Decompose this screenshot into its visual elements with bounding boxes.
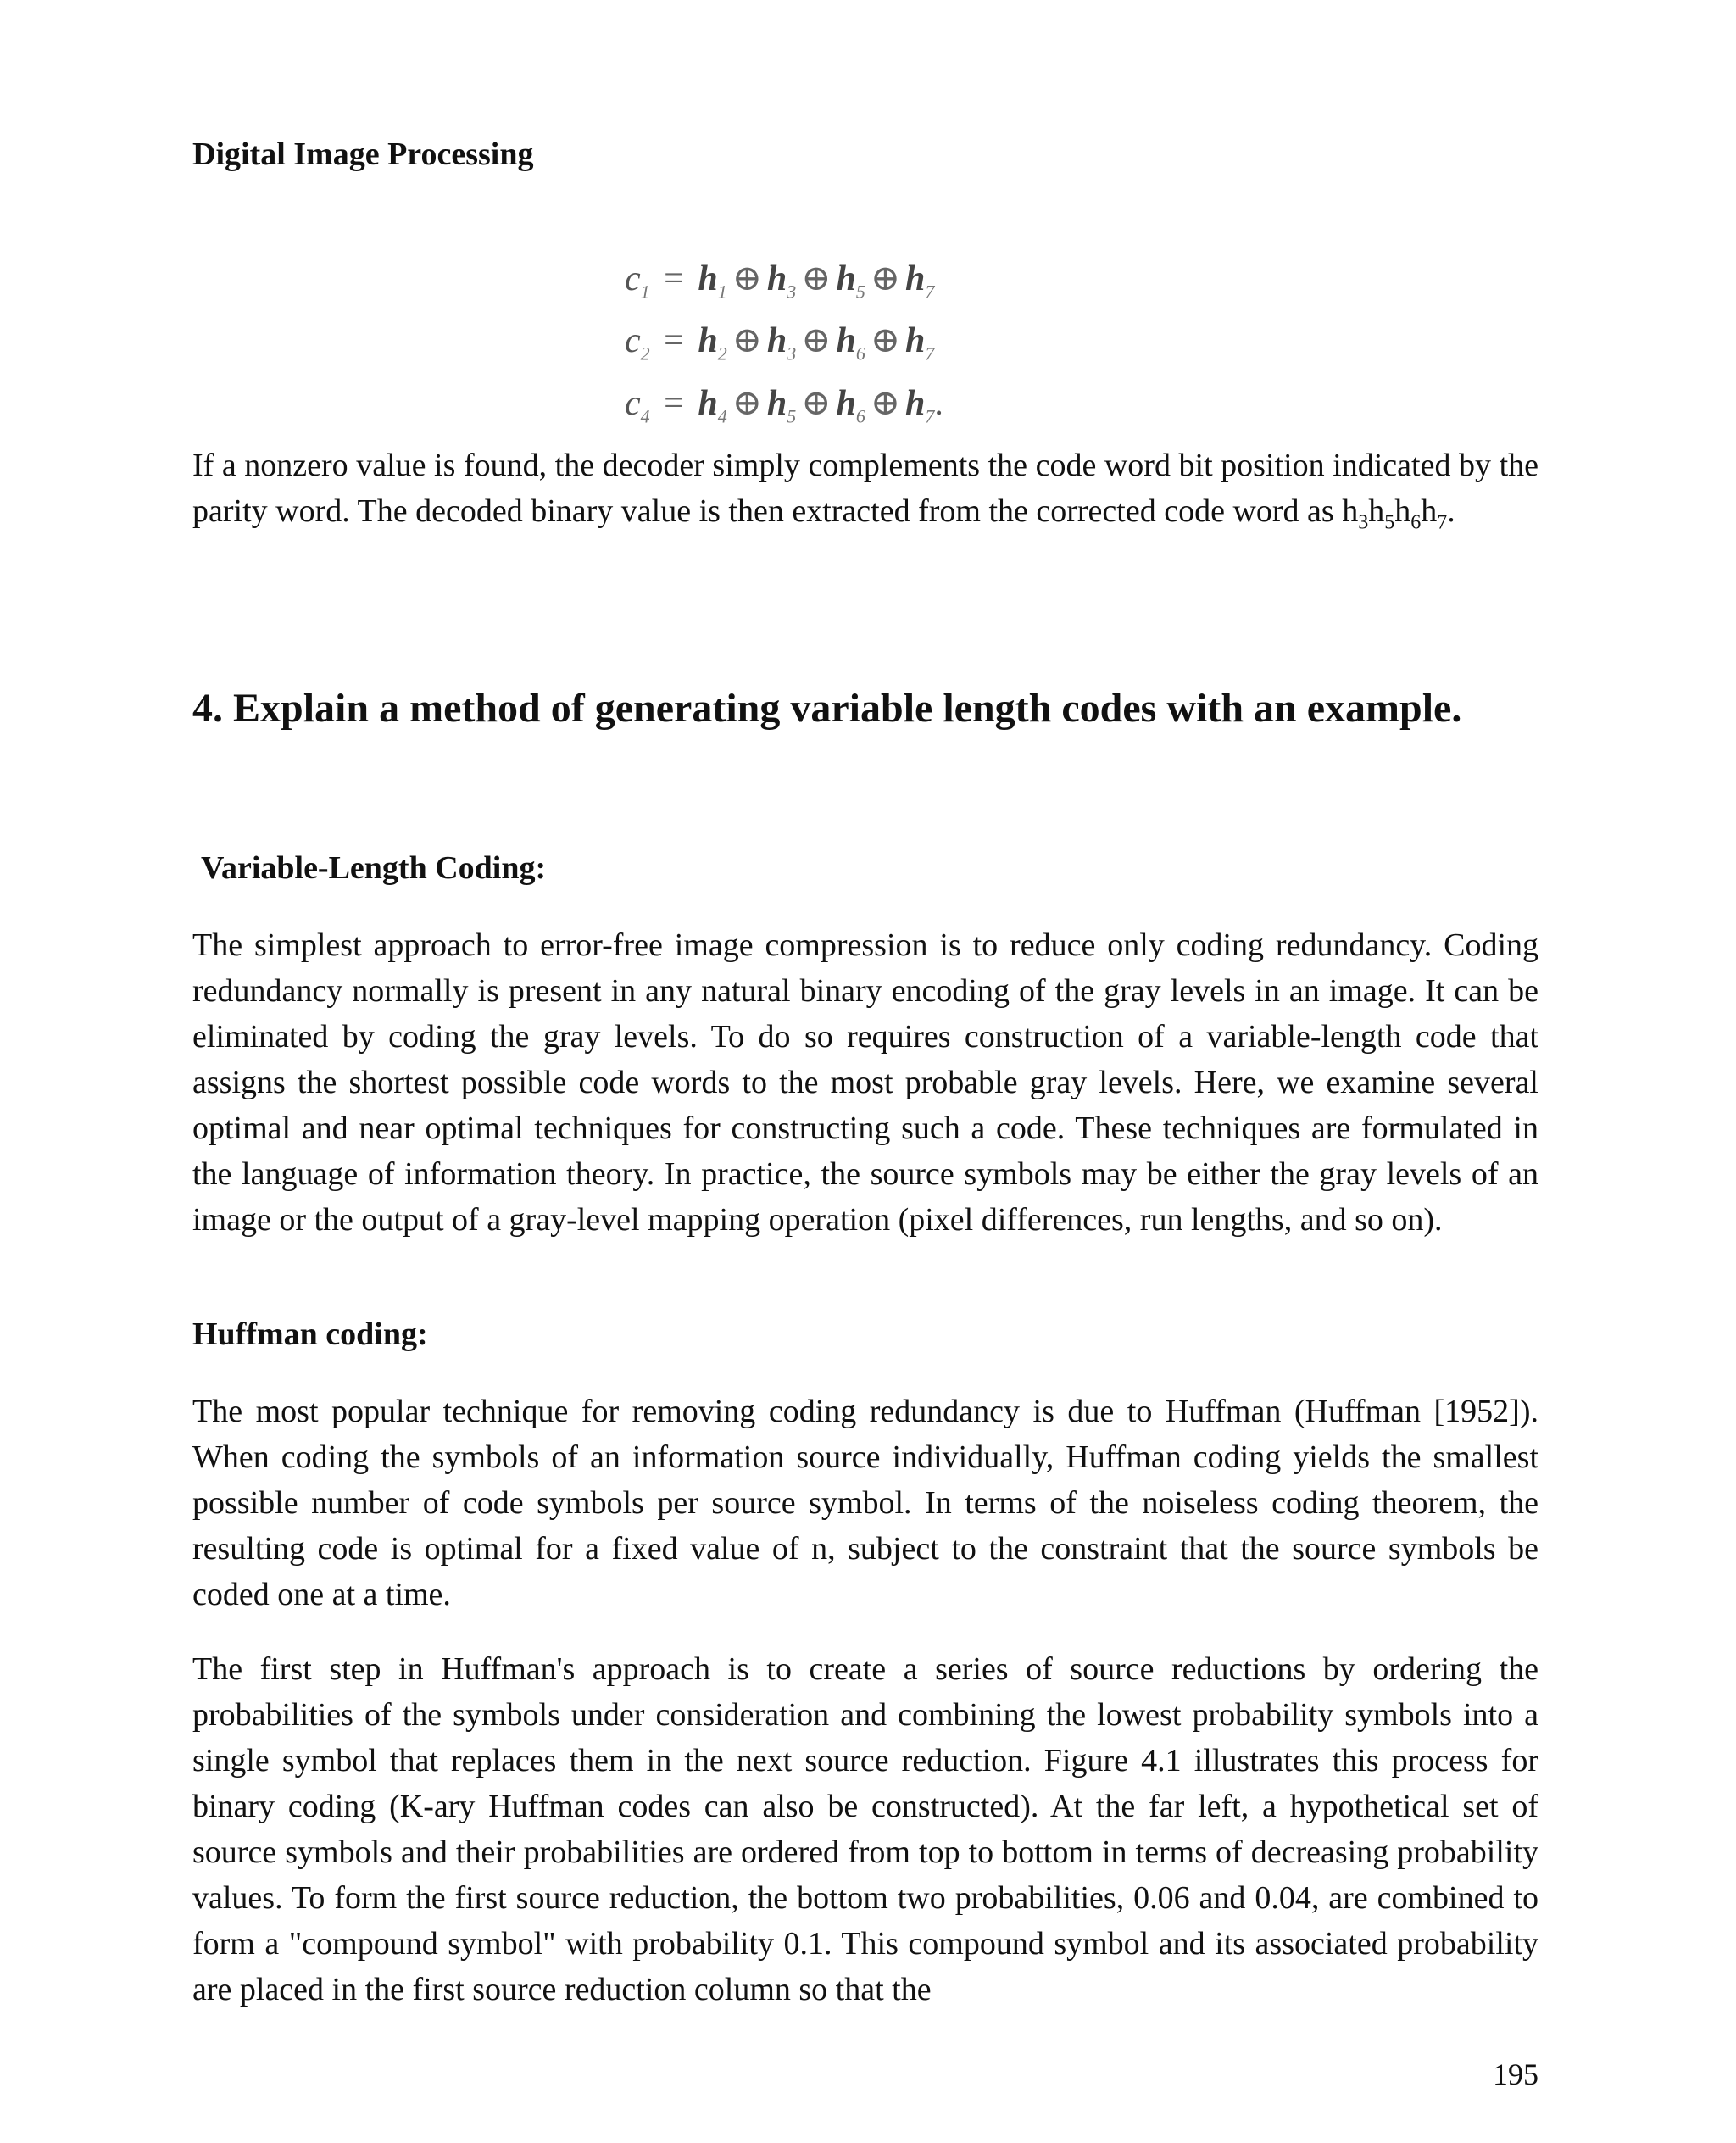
equation-term: $h_7$	[905, 259, 935, 303]
xor-operator: ⊕	[732, 383, 762, 423]
huffman-paragraph-1: The most popular technique for removing coding redundancy is due to Huffman (Huffman [1952]). When coding the symbols of an information source individually, Huffman coding yields the smallest possible number of code symbols per source symbol. In terms of the noiseless coding theorem, the resulting code is optimal for a fixed value of n, subject to the constraint that the source symbols be coded one at a time.	[192, 1394, 1538, 1612]
equation-lhs: $c_4$	[625, 383, 650, 427]
huffman-coding-heading: Huffman coding:	[192, 1316, 428, 1352]
equation-term: $h_1$	[698, 259, 727, 303]
equals-sign: =	[664, 321, 684, 361]
equation-term: $h_3$	[766, 259, 797, 303]
xor-operator: ⊕	[732, 321, 762, 361]
equation-term: $h_2$	[698, 321, 727, 365]
equation-end: .	[934, 383, 943, 423]
equation-term: $h_6$	[836, 321, 865, 365]
equation-lhs: $c_2$	[625, 321, 650, 365]
running-header-title: Digital Image Processing	[192, 136, 534, 172]
parity-equations	[625, 254, 1218, 441]
decoder-paragraph	[192, 443, 1538, 534]
xor-operator: ⊕	[870, 321, 901, 361]
parity-equation-c1	[625, 254, 1218, 316]
equation-term: $h_7$	[905, 383, 935, 427]
equation-term: $h_5$	[836, 259, 865, 303]
xor-operator: ⊕	[732, 259, 762, 298]
xor-operator: ⊕	[870, 383, 901, 423]
decoder-paragraph-text: If a nonzero value is found, the decoder simply complements the code word bit position indicated by the parity word. The decoded binary value is then extracted from the corrected code word as	[192, 448, 1538, 529]
equation-lhs: $c_1$	[625, 259, 650, 303]
sentence-end: .	[1447, 493, 1455, 529]
page-number: 195	[1493, 2057, 1538, 2091]
xor-operator: ⊕	[801, 259, 832, 298]
equation-term: $h_6$	[836, 383, 865, 427]
equation-term: $h_4$	[698, 383, 727, 427]
equals-sign: =	[664, 259, 684, 298]
question-heading: 4. Explain a method of generating variable length codes with an example.	[192, 686, 1462, 731]
huffman-paragraph-2: The first step in Huffman's approach is to create a series of source reductions by ordering the probabilities of the symbols under consideration and combining the lowest probability symbols into a single symbol that replaces them in the next source reduction. Figure 4.1 illustrates this process for binary coding (K-ary Huffman codes can also be constructed). At the far left, a hypothetical set of source symbols and their probabilities are ordered from top to bottom in terms of decreasing probability values. To form the first source reduction, the bottom two probabilities, 0.06 and 0.04, are combined to form a "compound symbol" with probability 0.1. This compound symbol and its associated probability are placed in the first source reduction column so that the	[192, 1651, 1538, 2007]
variable-length-coding-paragraph: The simplest approach to error-free image compression is to reduce only coding redundancy. Coding redundancy normally is present in any natural binary encoding of the gray levels in an image. It can be eliminated by coding the gray levels. To do so requires construction of a variable-length code that assigns the shortest possible code words to the most probable gray levels. Here, we examine several optimal and near optimal techniques for constructing such a code. These techniques are formulated in the language of information theory. In practice, the source symbols may be either the gray levels of an image or the output of a gray-level mapping operation (pixel differences, run lengths, and so on).	[192, 927, 1538, 1238]
decoded-codeword: $h_3h_5h_6h_7$	[1342, 493, 1448, 534]
xor-operator: ⊕	[801, 383, 832, 423]
equation-term: $h_5$	[766, 383, 797, 427]
equals-sign: =	[664, 383, 684, 423]
variable-length-coding-heading: Variable-Length Coding:	[201, 850, 547, 886]
xor-operator: ⊕	[801, 321, 832, 361]
equation-term: $h_7$	[905, 321, 935, 365]
parity-equation-c4	[625, 379, 1218, 441]
parity-equation-c2	[625, 316, 1218, 378]
xor-operator: ⊕	[870, 259, 901, 298]
equation-term: $h_3$	[766, 321, 797, 365]
